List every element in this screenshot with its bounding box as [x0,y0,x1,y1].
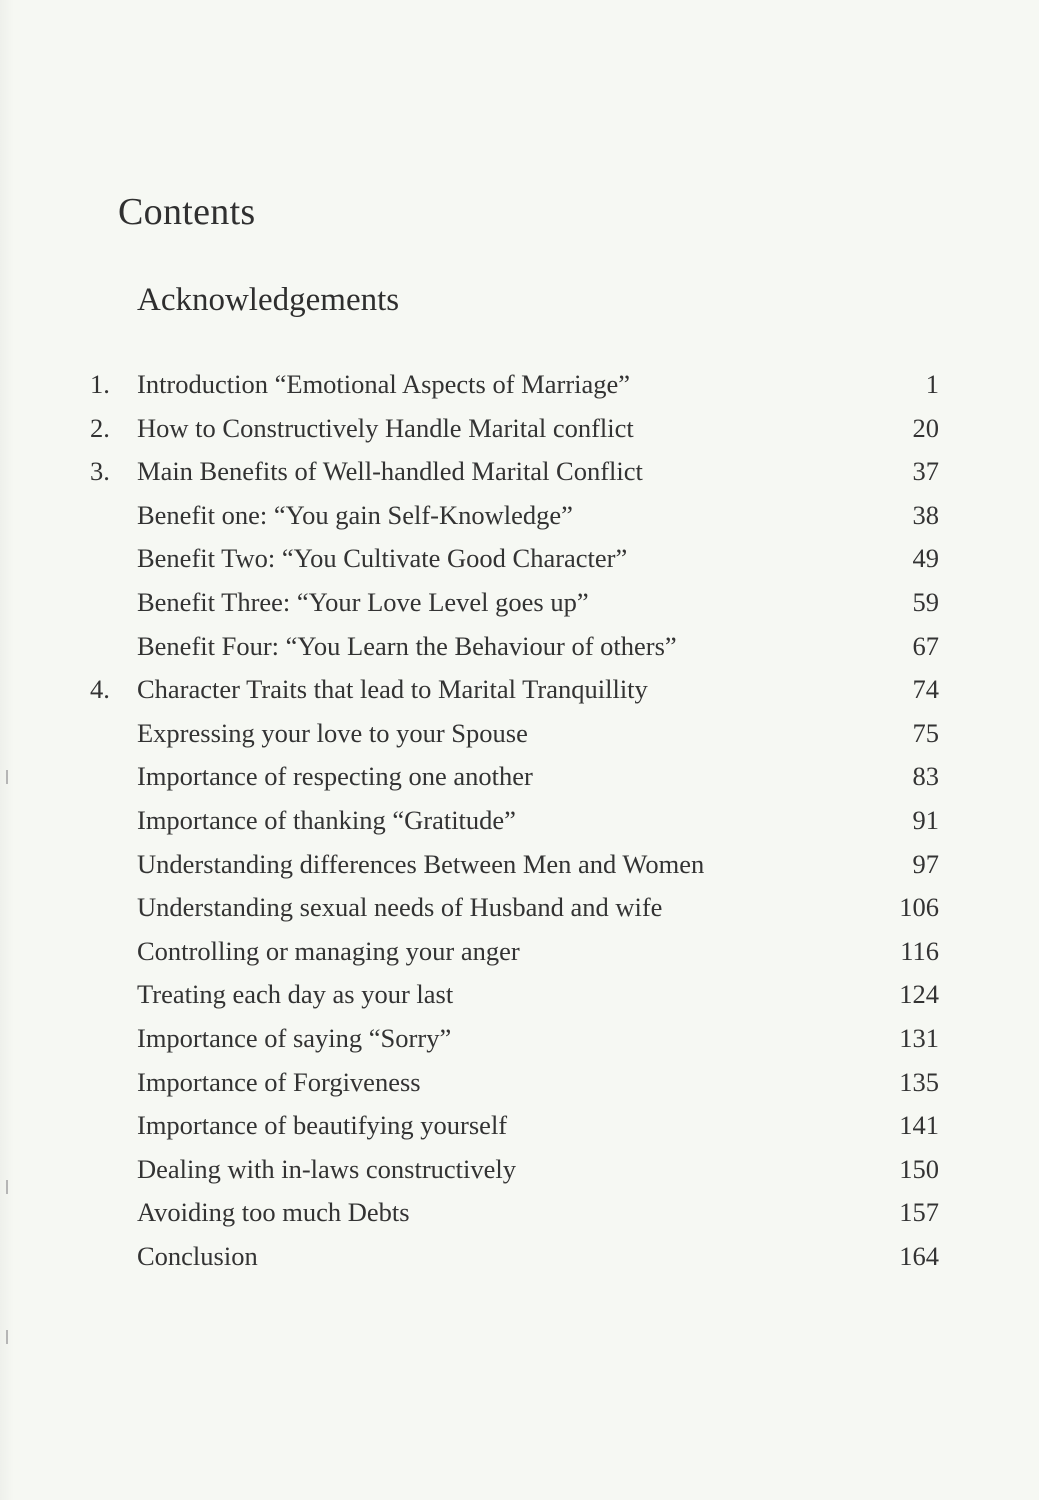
toc-entry-label: Importance of thanking “Gratitude” [137,804,516,835]
toc-entry-label: Importance of beautifying yourself [137,1110,508,1141]
toc-entry-label: Main Benefits of Well-handled Marital Conflict [137,456,643,487]
toc-entry-label: Importance of Forgiveness [137,1066,421,1097]
toc-entry-label: Avoiding too much Debts [137,1197,410,1228]
toc-entry [0,407,1039,451]
toc-entry [0,1191,1039,1235]
toc-entry [0,799,1039,843]
toc-entry-number: 4. [90,674,110,705]
toc-entry-label: Controlling or managing your anger [137,935,520,966]
toc-entry [0,1235,1039,1279]
toc-entry-page-number: 20 [912,412,939,443]
toc-entry-page-number: 106 [899,892,939,923]
toc-entry-label: Benefit Two: “You Cultivate Good Character” [137,543,628,574]
toc-entry [0,843,1039,887]
toc-entry-page-number: 59 [912,586,939,617]
toc-entry-label: Introduction “Emotional Aspects of Marriage” [137,369,631,399]
toc-entry [0,494,1039,538]
toc-entry [0,712,1039,756]
toc-entry [0,930,1039,974]
toc-entry [0,581,1039,625]
toc-entry [0,755,1039,799]
toc-entry [0,450,1039,494]
toc-entry-page-number: 67 [912,630,939,661]
toc-entry-number: 1. [90,369,110,399]
toc-entry [0,625,1039,669]
toc-entry-page-number: 37 [912,456,939,487]
toc-entry-page-number: 1 [925,369,939,399]
toc-entry [0,973,1039,1017]
margin-mark [6,1330,8,1344]
table-of-contents [0,363,1039,1278]
toc-entry-label: Conclusion [137,1240,258,1271]
toc-entry [0,1104,1039,1148]
toc-entry-label: Understanding differences Between Men and Women [137,848,705,879]
toc-entry [0,668,1039,712]
toc-entry-page-number: 75 [912,717,939,748]
acknowledgements-heading: Acknowledgements [137,282,400,318]
toc-entry-page-number: 124 [899,979,939,1010]
toc-entry-page-number: 83 [912,761,939,792]
toc-entry-label: Importance of saying “Sorry” [137,1022,452,1053]
toc-entry-label: Benefit Four: “You Learn the Behaviour of others” [137,630,677,661]
toc-entry [0,537,1039,581]
toc-entry-page-number: 38 [912,499,939,530]
toc-entry [0,1148,1039,1192]
toc-entry-label: Character Traits that lead to Marital Tranquillity [137,674,648,705]
toc-entry-page-number: 164 [899,1240,939,1271]
toc-entry-label: Importance of respecting one another [137,761,533,792]
toc-entry-label: Benefit Three: “Your Love Level goes up” [137,586,589,617]
toc-entry-number: 3. [90,456,110,487]
toc-entry-page-number: 97 [912,848,939,879]
toc-entry-page-number: 150 [899,1153,939,1184]
toc-entry-page-number: 74 [912,674,939,705]
toc-entry-label: Expressing your love to your Spouse [137,717,528,748]
toc-entry-page-number: 116 [900,935,939,966]
toc-entry-page-number: 91 [912,804,939,835]
toc-entry-label: How to Constructively Handle Marital conflict [137,412,634,443]
toc-entry-label: Dealing with in-laws constructively [137,1153,517,1184]
toc-entry-page-number: 49 [912,543,939,574]
toc-entry-number: 2. [90,412,110,443]
toc-entry-label: Understanding sexual needs of Husband and wife [137,892,663,923]
toc-entry-page-number: 131 [899,1022,939,1053]
toc-entry [0,363,1039,407]
toc-entry [0,1061,1039,1105]
toc-entry-page-number: 157 [899,1197,939,1228]
toc-entry-page-number: 135 [899,1066,939,1097]
toc-entry [0,886,1039,930]
page-title: Contents [118,191,256,233]
toc-entry [0,1017,1039,1061]
toc-entry-label: Treating each day as your last [137,979,454,1010]
toc-entry-page-number: 141 [899,1110,939,1141]
toc-entry-label: Benefit one: “You gain Self-Knowledge” [137,499,573,530]
